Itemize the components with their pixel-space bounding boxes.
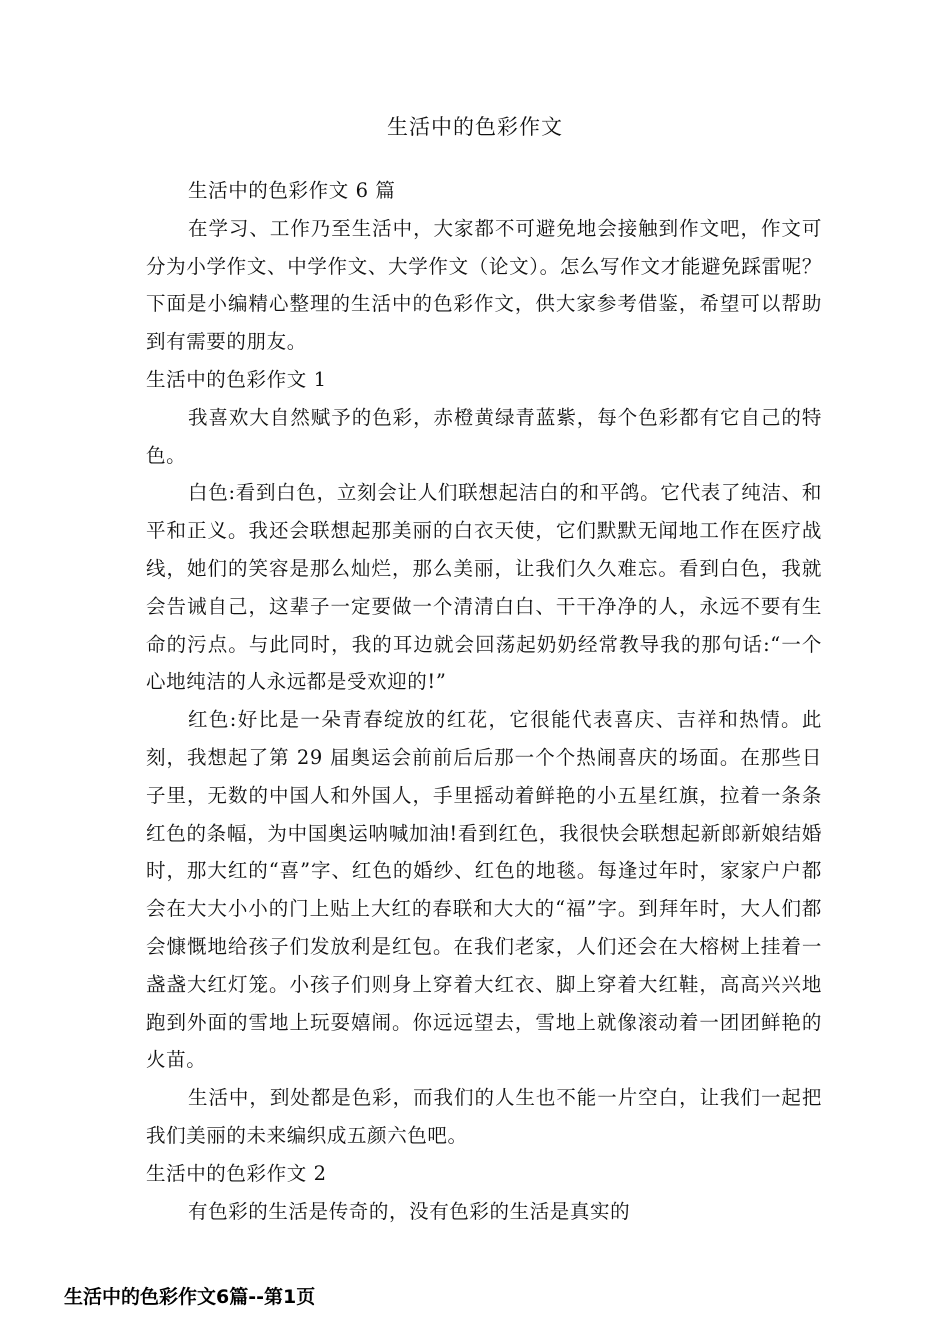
document-title: 生活中的色彩作文 (387, 115, 563, 139)
essay-2-heading: 生活中的色彩作文 2 (146, 1161, 327, 1185)
essay-1-paragraph-conclusion: 生活中，到处都是色彩，而我们的人生也不能一片空白，让我们一起把我们美丽的未来编织成五颜六色吧。 (146, 1086, 822, 1147)
essay-2-paragraph-1: 有色彩的生活是传奇的，没有色彩的生活是真实的 (188, 1199, 631, 1223)
intro-paragraph: 在学习、工作乃至生活中，大家都不可避免地会接触到作文吧，作文可分为小学作文、中学作文、大学作文（论文）。怎么写作文才能避免踩雷呢？下面是小编精心整理的生活中的色彩作文，供大家参考借鉴，希望可以帮助到有需要的朋友。 (146, 216, 822, 354)
essay-1-heading: 生活中的色彩作文 1 (146, 367, 327, 391)
essay-1-paragraph-white: 白色:看到白色，立刻会让人们联想起洁白的和平鸽。它代表了纯洁、和平和正义。我还会联想起那美丽的白衣天使，它们默默无闻地工作在医疗战线，她们的笑容是那么灿烂，那么美丽，让我们久久难忘。看到白色，我就会告诫自己，这辈子一定要做一个清清白白、干干净净的人，永远不要有生命的污点。与此同时，我的耳边就会回荡起奶奶经常教导我的那句话:“一个心地纯洁的人永远都是受欢迎的!” (146, 481, 822, 694)
document-body (146, 172, 822, 1230)
essay-1-paragraph-red: 红色:好比是一朵青春绽放的红花，它很能代表喜庆、吉祥和热情。此刻，我想起了第 29 届奥运会前前后后那一个个热闹喜庆的场面。在那些日子里，无数的中国人和外国人，手里摇动着鲜艳的小五星红旗，拉着一条条红色的条幅，为中国奥运呐喊加油!看到红色，我很快会联想起新郎新娘结婚时，那大红的“喜”字、红色的婚纱、红色的地毯。每逢过年时，家家户户都会在大大小小的门上贴上大红的春联和大大的“福”字。到拜年时，大人们都会慷慨地给孩子们发放利是红包。在我们老家，人们还会在大榕树上挂着一盏盏大红灯笼。小孩子们则身上穿着大红衣、脚上穿着大红鞋，高高兴兴地跑到外面的雪地上玩耍嬉闹。你远远望去，雪地上就像滚动着一团团鲜艳的火苗。 (146, 708, 822, 1072)
page-footer: 生活中的色彩作文6篇--第1页 (64, 1286, 316, 1308)
essay-1-paragraph-1: 我喜欢大自然赋予的色彩，赤橙黄绿青蓝紫，每个色彩都有它自己的特色。 (146, 405, 822, 467)
subtitle-line: 生活中的色彩作文 6 篇 (188, 179, 396, 202)
